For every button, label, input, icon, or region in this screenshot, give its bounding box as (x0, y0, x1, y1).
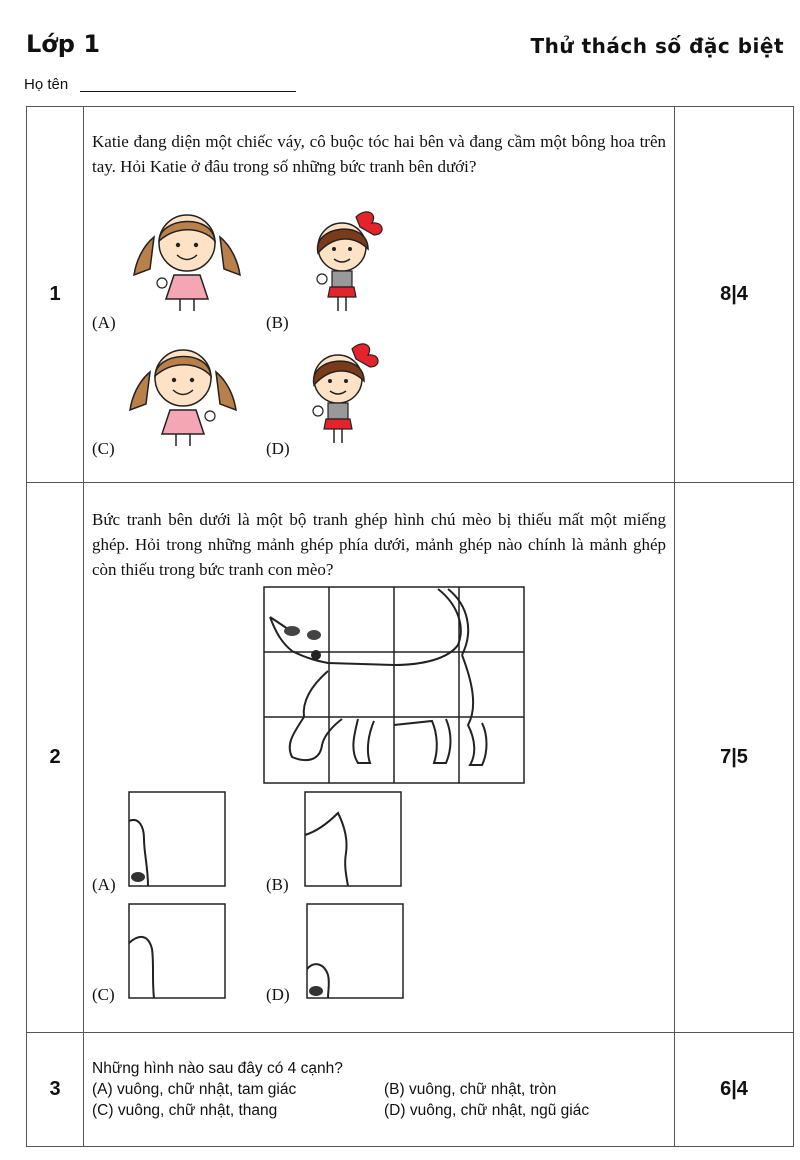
puzzle-piece-d (306, 903, 404, 999)
question-cell (84, 107, 675, 483)
option-label-a[interactable]: (A) (92, 313, 116, 332)
puzzle-piece-c (128, 903, 226, 999)
question-number: 1 (27, 107, 84, 483)
option-a[interactable]: (A) vuông, chữ nhật, tam giác (92, 1081, 297, 1098)
question-text: Katie đang diện một chiếc váy, cô buộc tóc hai bên và đang cầm một bông hoa trên tay. Hỏi Katie ở đâu trong số những bức tranh bên dưới? (92, 132, 666, 176)
question-row-3 (27, 1033, 794, 1147)
option-c[interactable]: (C) vuông, chữ nhật, thang (92, 1102, 278, 1119)
question-cell (84, 483, 675, 1033)
girl-illustration-c (118, 339, 248, 455)
answer-cell: 6|4 (675, 1033, 794, 1147)
question-options (84, 1058, 674, 1121)
cat-puzzle-image (262, 585, 526, 785)
name-blank-line[interactable] (80, 91, 296, 92)
option-label-b[interactable]: (B) (266, 875, 289, 894)
question-text: Bức tranh bên dưới là một bộ tranh ghép hình chú mèo bị thiếu mất một miếng ghép. Hỏi trong những mảnh ghép phía dưới, mảnh ghép nào chính là mảnh ghép còn thiếu trong bức tranh con mèo? (92, 510, 666, 579)
girl-illustration-d (290, 335, 390, 453)
answer-cell: 7|5 (675, 483, 794, 1033)
option-label-c[interactable]: (C) (92, 985, 115, 1004)
name-label: Họ tên (24, 76, 69, 93)
girl-illustration-b (294, 207, 394, 317)
option-label-d[interactable]: (D) (266, 985, 290, 1004)
girl-illustration-a (122, 207, 252, 317)
puzzle-piece-a (128, 791, 226, 887)
answer-cell: 8|4 (675, 107, 794, 483)
puzzle-piece-b (304, 791, 402, 887)
question-row-2 (27, 483, 794, 1033)
option-b[interactable]: (B) vuông, chữ nhật, tròn (384, 1081, 557, 1098)
question-cell (84, 1033, 675, 1147)
option-label-a[interactable]: (A) (92, 875, 116, 894)
option-d[interactable]: (D) vuông, chữ nhật, ngũ giác (384, 1102, 590, 1119)
question-text: Những hình nào sau đây có 4 cạnh? (92, 1060, 343, 1077)
question-number: 2 (27, 483, 84, 1033)
question-row-1 (27, 107, 794, 483)
worksheet-title: Thử thách số đặc biệt (530, 34, 784, 58)
question-table (26, 106, 794, 1147)
option-label-d[interactable]: (D) (266, 439, 290, 458)
question-number: 3 (27, 1033, 84, 1147)
option-label-c[interactable]: (C) (92, 439, 115, 458)
grade-label: Lớp 1 (26, 30, 101, 58)
option-label-b[interactable]: (B) (266, 313, 289, 332)
